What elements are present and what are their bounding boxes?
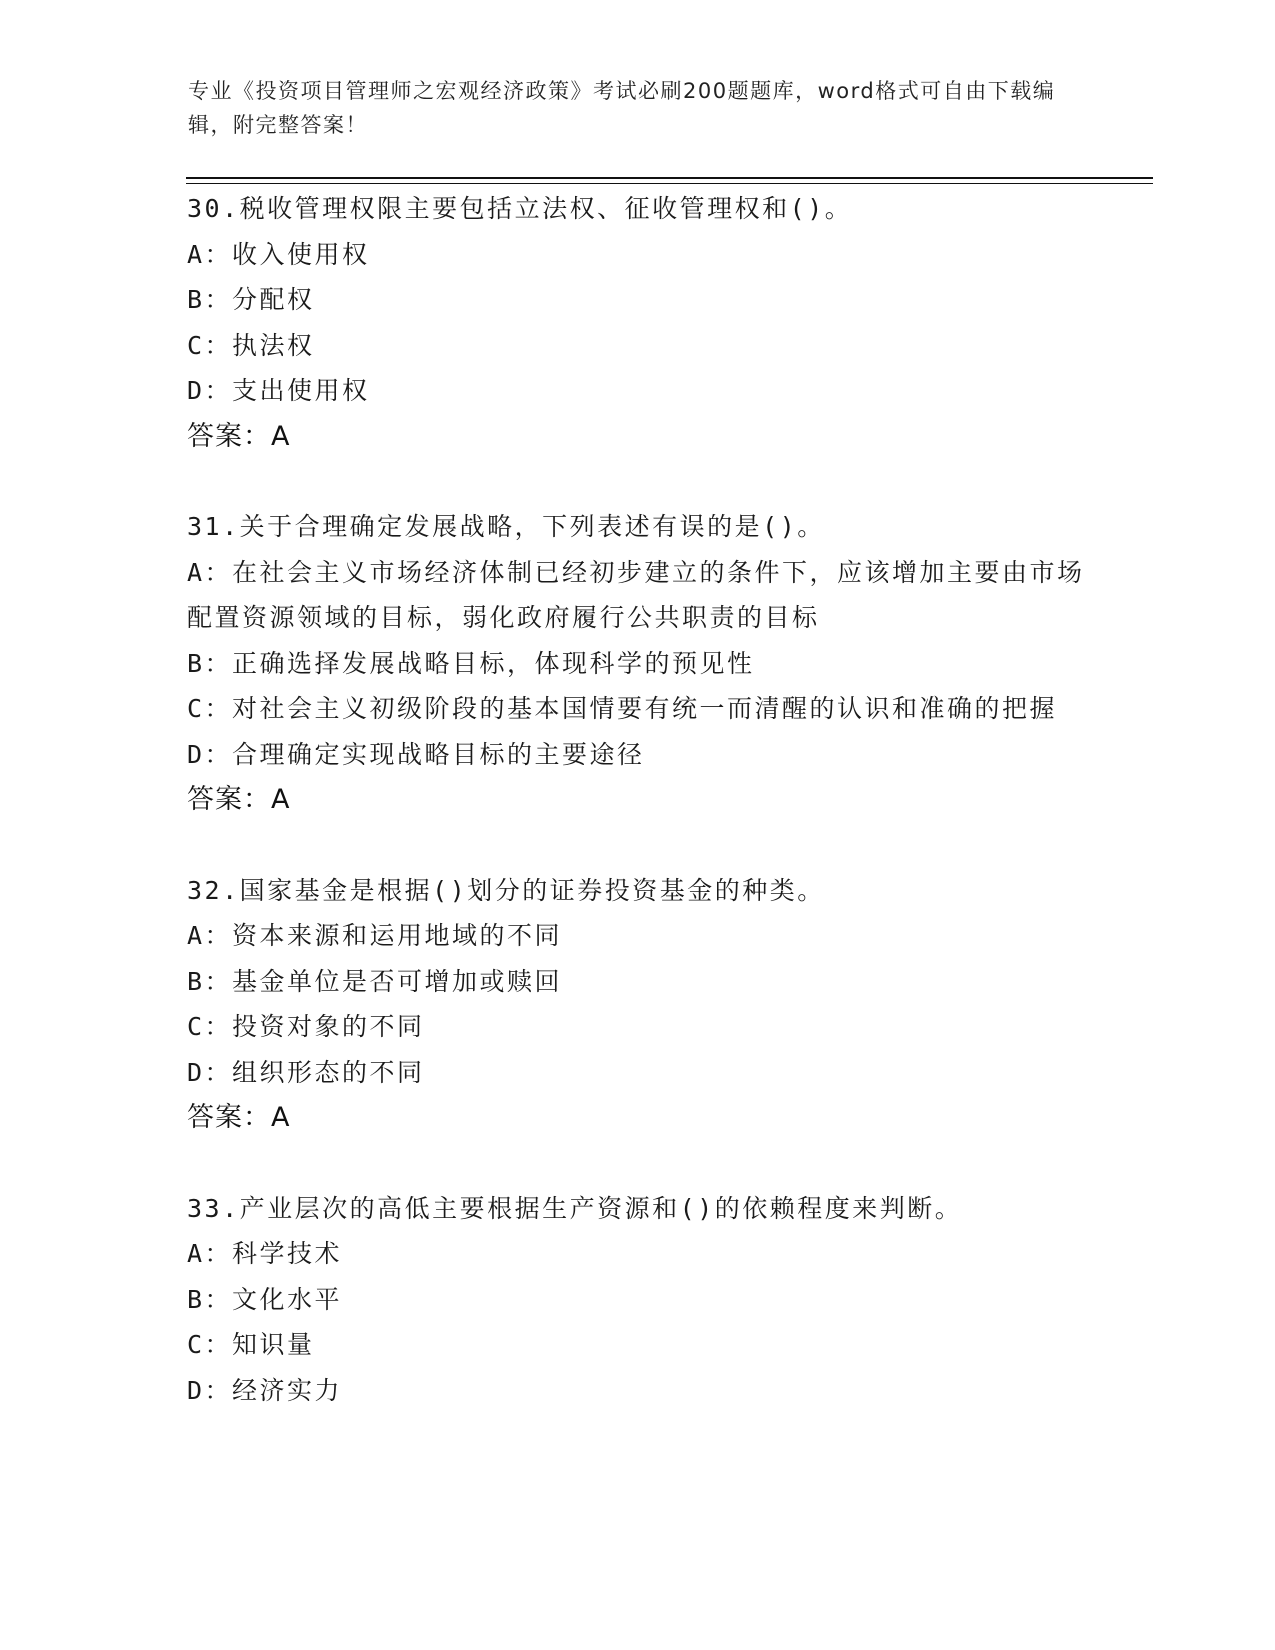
option-d: D：经济实力	[187, 1375, 343, 1405]
option-a: A：资本来源和运用地域的不同	[187, 921, 563, 950]
option-a: A：科学技术	[187, 1239, 343, 1268]
option-c: C：投资对象的不同	[187, 1012, 425, 1041]
question-31	[187, 504, 1087, 823]
answer-line: 答案：A	[187, 784, 291, 815]
option-a: A：收入使用权	[187, 239, 370, 269]
answer-line: 答案：A	[187, 1102, 291, 1133]
option-d: D：合理确定实现战略目标的主要途径	[187, 739, 645, 769]
option-b: B：基金单位是否可增加或赎回	[187, 966, 563, 996]
option-c: C：知识量	[187, 1330, 315, 1359]
question-30	[187, 186, 1087, 459]
option-b: B：文化水平	[187, 1284, 343, 1314]
question-33	[187, 1186, 1087, 1414]
question-list	[187, 186, 1087, 1413]
question-stem: 32.国家基金是根据()划分的证券投资基金的种类。	[187, 875, 825, 905]
document-header: 专业《投资项目管理师之宏观经济政策》考试必刷200题题库，word格式可自由下载编辑，附完整答案！	[188, 79, 1056, 137]
option-b: B：正确选择发展战略目标，体现科学的预见性	[187, 648, 755, 678]
question-stem: 33.产业层次的高低主要根据生产资源和()的依赖程度来判断。	[187, 1193, 963, 1223]
option-d: D：组织形态的不同	[187, 1057, 425, 1087]
option-d: D：支出使用权	[187, 376, 370, 405]
question-stem: 30.税收管理权限主要包括立法权、征收管理权和()。	[187, 194, 853, 223]
header-rule-thick	[186, 177, 1153, 179]
answer-line: 答案：A	[187, 420, 291, 452]
option-a: A：在社会主义市场经济体制已经初步建立的条件下，应该增加主要由市场配置资源领域的目标，弱化政府履行公共职责的目标	[187, 557, 1085, 632]
question-stem: 31.关于合理确定发展战略，下列表述有误的是()。	[187, 512, 825, 541]
option-b: B：分配权	[187, 285, 315, 314]
header-rule-thin	[186, 183, 1153, 184]
question-32	[187, 868, 1087, 1141]
option-c: C：对社会主义初级阶段的基本国情要有统一而清醒的认识和准确的把握	[187, 694, 1058, 723]
option-c: C：执法权	[187, 330, 315, 360]
